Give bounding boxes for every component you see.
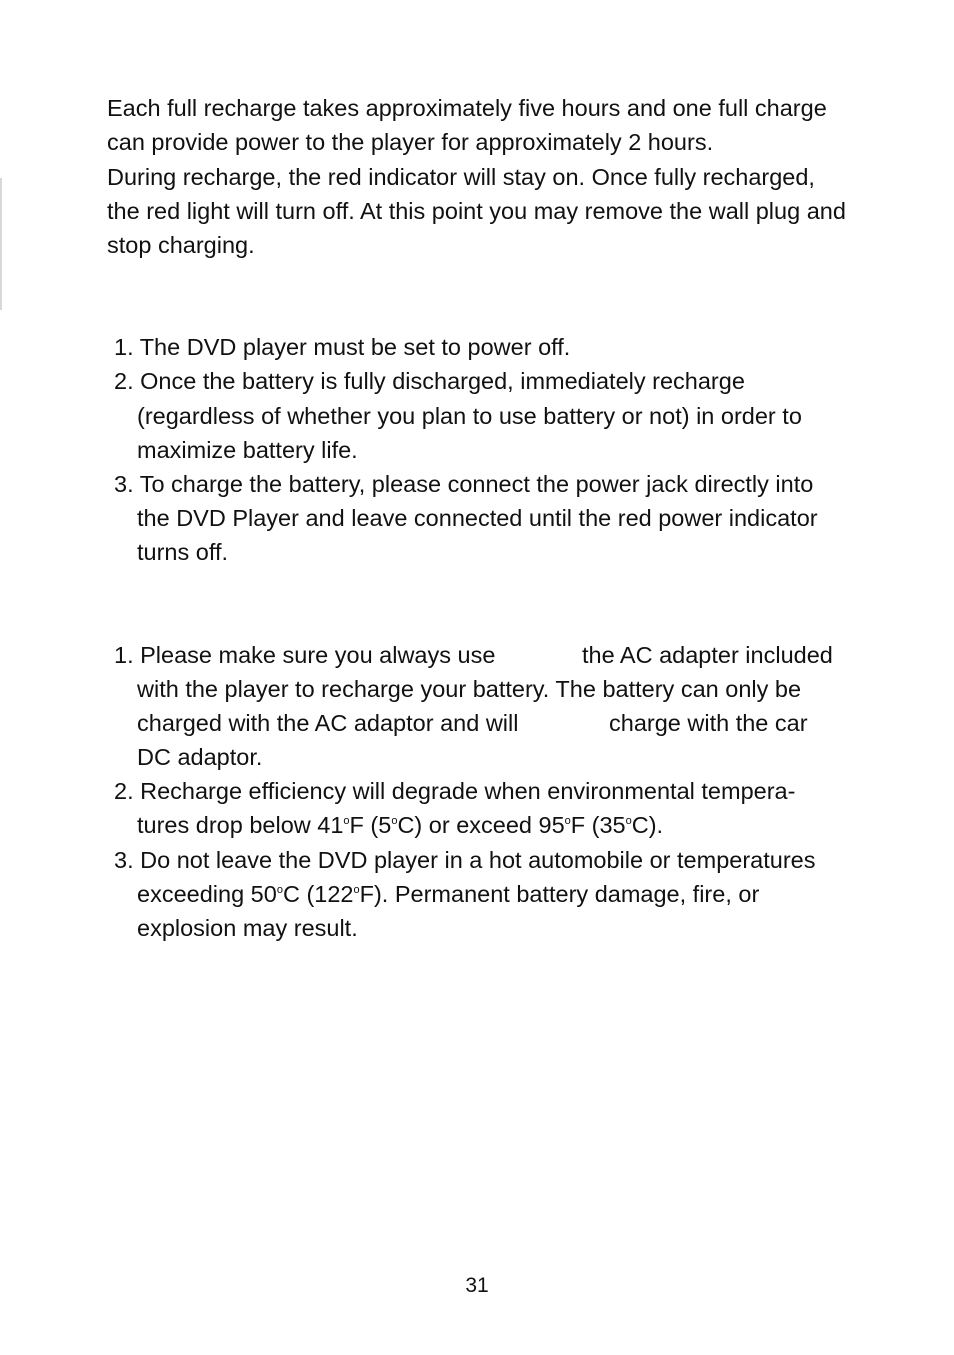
list-item-continuation: turns off. xyxy=(137,539,229,565)
text-run: F (5 xyxy=(349,812,392,838)
list-item-continuation: DC adaptor. xyxy=(137,744,263,770)
page-edge-mark xyxy=(0,178,2,310)
list-item-continuation xyxy=(137,877,759,911)
text-run: tures drop below 41 xyxy=(137,812,344,838)
page-number: 31 xyxy=(465,1274,489,1297)
list-item-continuation: with the player to recharge your battery. The battery can only be xyxy=(137,676,802,702)
degree-superscript: o xyxy=(343,815,350,827)
text-run: F (35 xyxy=(570,812,626,838)
list-item: 1. The DVD player must be set to power off. xyxy=(114,334,571,360)
text-run: C (122 xyxy=(282,881,354,907)
text-run: C). xyxy=(631,812,664,838)
text-run: F). Permanent battery damage, fire, or xyxy=(359,881,760,907)
list-item-continuation: maximize battery life. xyxy=(137,437,358,463)
degree-superscript: o xyxy=(564,815,571,827)
list-item-fragment: charge with the car xyxy=(609,710,808,736)
intro-line: Each full recharge takes approximately five hours and one full charge xyxy=(107,95,827,121)
degree-superscript: o xyxy=(391,815,398,827)
list-item: 2. Recharge efficiency will degrade when environmental tempera- xyxy=(114,778,796,804)
intro-line: the red light will turn off. At this point you may remove the wall plug and xyxy=(107,198,846,224)
degree-superscript: o xyxy=(276,884,283,896)
intro-line: stop charging. xyxy=(107,232,255,258)
intro-line: During recharge, the red indicator will stay on. Once fully recharged, xyxy=(107,164,815,190)
list-item-continuation: the DVD Player and leave connected until the red power indicator xyxy=(137,505,818,531)
list-item: 2. Once the battery is fully discharged, immediately recharge xyxy=(114,368,745,394)
list-item-fragment: the AC adapter included xyxy=(582,642,833,668)
list-item-continuation: charged with the AC adaptor and will xyxy=(137,710,519,736)
list-item-continuation: (regardless of whether you plan to use battery or not) in order to xyxy=(137,403,802,429)
list-item: 3. To charge the battery, please connect the power jack directly into xyxy=(114,471,814,497)
list-item: 3. Do not leave the DVD player in a hot automobile or temperatures xyxy=(114,847,816,873)
list-item-continuation xyxy=(137,808,663,842)
degree-superscript: o xyxy=(353,884,360,896)
text-run: C) or exceed 95 xyxy=(397,812,565,838)
list-item-continuation: explosion may result. xyxy=(137,915,358,941)
text-run: exceeding 50 xyxy=(137,881,277,907)
degree-superscript: o xyxy=(625,815,632,827)
list-item: 1. Please make sure you always use xyxy=(114,642,496,668)
intro-line: can provide power to the player for approximately 2 hours. xyxy=(107,129,714,155)
